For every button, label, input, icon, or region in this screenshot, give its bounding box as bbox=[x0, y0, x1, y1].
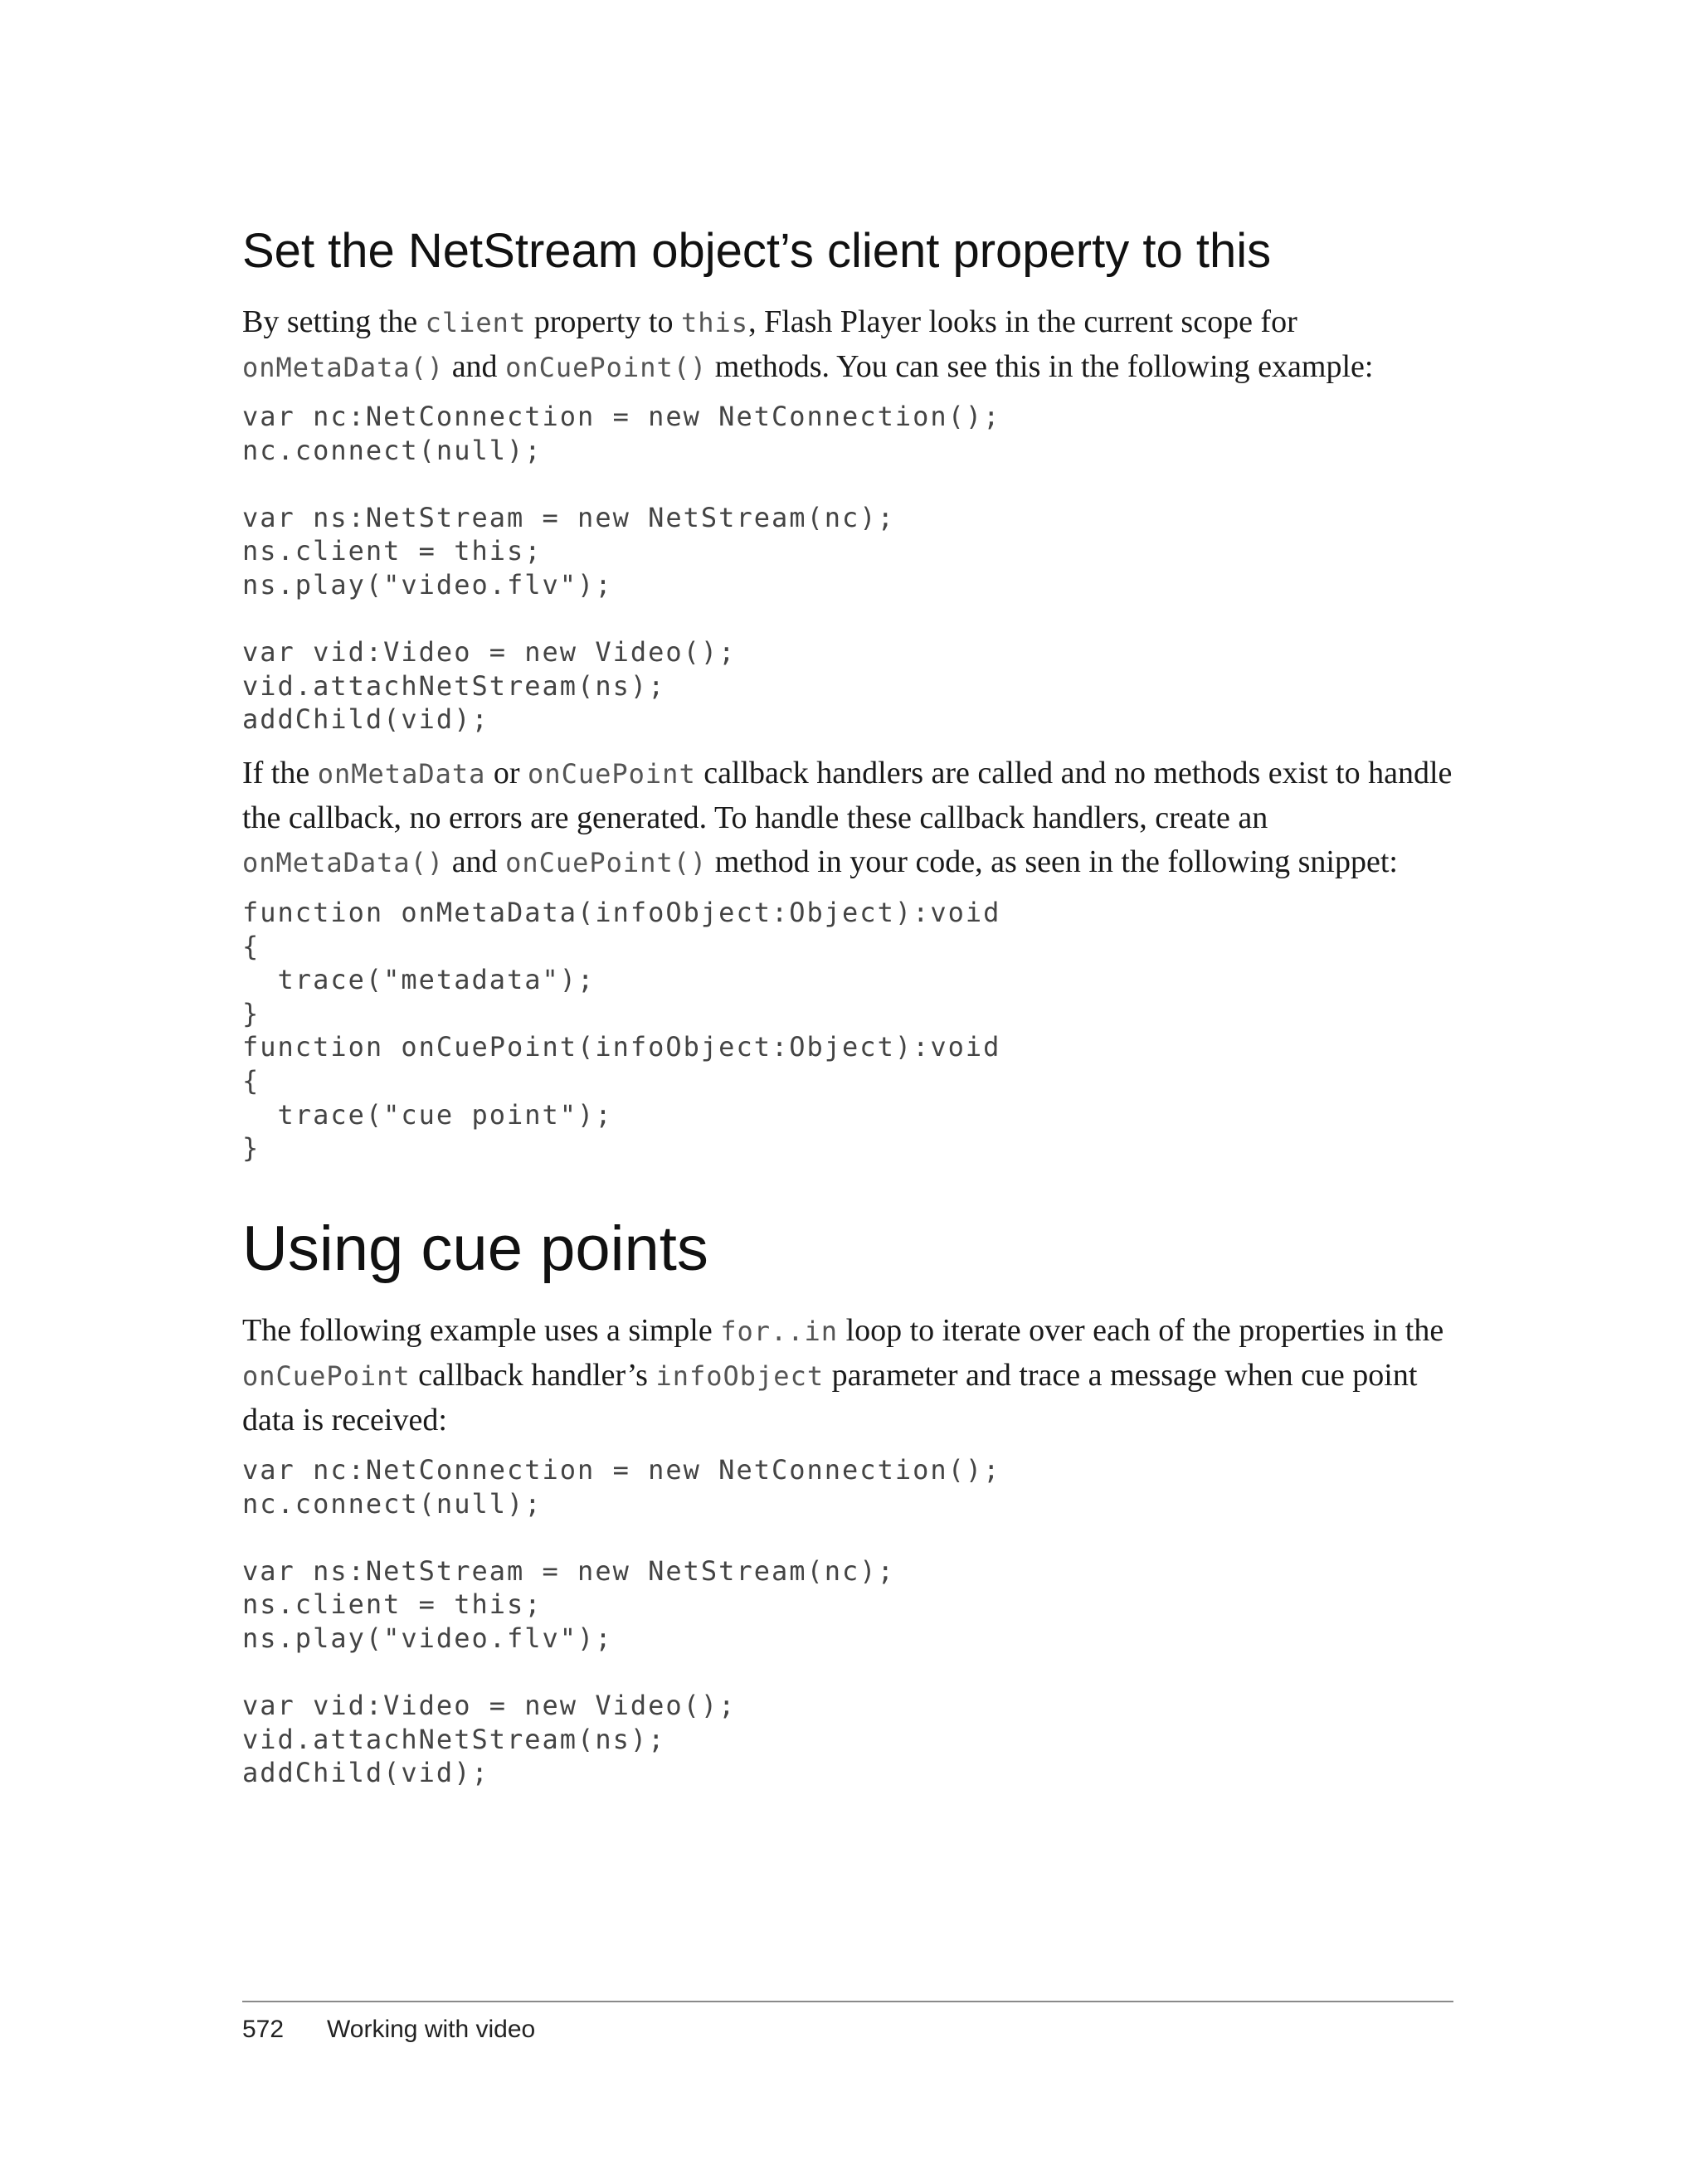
text-run: loop to iterate over each of the properties in the bbox=[838, 1313, 1444, 1348]
text-run: The following example uses a simple bbox=[242, 1313, 721, 1348]
text-run: If the bbox=[242, 756, 318, 790]
text-run: , Flash Player looks in the current scope for bbox=[748, 304, 1297, 339]
text-run: parameter and trace a message when cue point data is received: bbox=[242, 1358, 1418, 1437]
inline-code: onCuePoint() bbox=[505, 352, 708, 383]
text-run: and bbox=[444, 844, 506, 879]
inline-code: for..in bbox=[720, 1316, 839, 1347]
paragraph-callback-handlers bbox=[242, 752, 1453, 885]
inline-code: onCuePoint bbox=[242, 1360, 411, 1392]
text-run: methods. You can see this in the following example: bbox=[707, 349, 1374, 384]
text-run: method in your code, as seen in the following snippet: bbox=[707, 844, 1398, 879]
text-run: and bbox=[444, 349, 506, 384]
inline-code: this bbox=[681, 307, 749, 338]
text-run: property to bbox=[526, 304, 681, 339]
inline-code: onCuePoint() bbox=[505, 847, 708, 878]
text-run: or bbox=[485, 756, 528, 790]
text-run: By setting the bbox=[242, 304, 426, 339]
section-heading: Set the NetStream object’s client property to this bbox=[242, 224, 1272, 278]
inline-code: onMetaData bbox=[317, 758, 486, 790]
code-example-cue-points: var nc:NetConnection = new NetConnection(); nc.connect(null); var ns:NetStream = new NetStream(nc); ns.client = this; ns.play("video.flv"); var vid:Video = new Video(); vid.attachNetStream(ns); addChild(vid); bbox=[242, 1454, 1001, 1789]
text-run: callback handlers are called and no methods exist to handle the callback, no errors are generated. To handle these callback handlers, create an bbox=[242, 756, 1453, 835]
paragraph-cue-points bbox=[242, 1309, 1453, 1442]
code-example-client: var nc:NetConnection = new NetConnection(); nc.connect(null); var ns:NetStream = new NetStream(nc); ns.client = this; ns.play("video.flv"); var vid:Video = new Video(); vid.attachNetStream(ns); addChild(vid); bbox=[242, 401, 1001, 736]
page-number: 572 bbox=[242, 2016, 285, 2043]
inline-code: onMetaData() bbox=[242, 352, 445, 383]
document-page bbox=[242, 0, 1453, 2184]
inline-code: onMetaData() bbox=[242, 847, 445, 878]
footer-divider bbox=[242, 2001, 1453, 2002]
page-footer bbox=[242, 2016, 535, 2044]
section-heading: Using cue points bbox=[242, 1214, 708, 1284]
paragraph-client-property bbox=[242, 300, 1453, 390]
inline-code: infoObject bbox=[655, 1360, 825, 1392]
inline-code: client bbox=[425, 307, 527, 338]
inline-code: onCuePoint bbox=[528, 758, 696, 790]
chapter-title: Working with video bbox=[327, 2016, 536, 2043]
code-snippet-handlers: function onMetaData(infoObject:Object):void { trace("metadata"); } function onCuePoint(infoObject:Object):void { trace("cue point"); } bbox=[242, 897, 1001, 1165]
text-run: callback handler’s bbox=[410, 1358, 656, 1393]
